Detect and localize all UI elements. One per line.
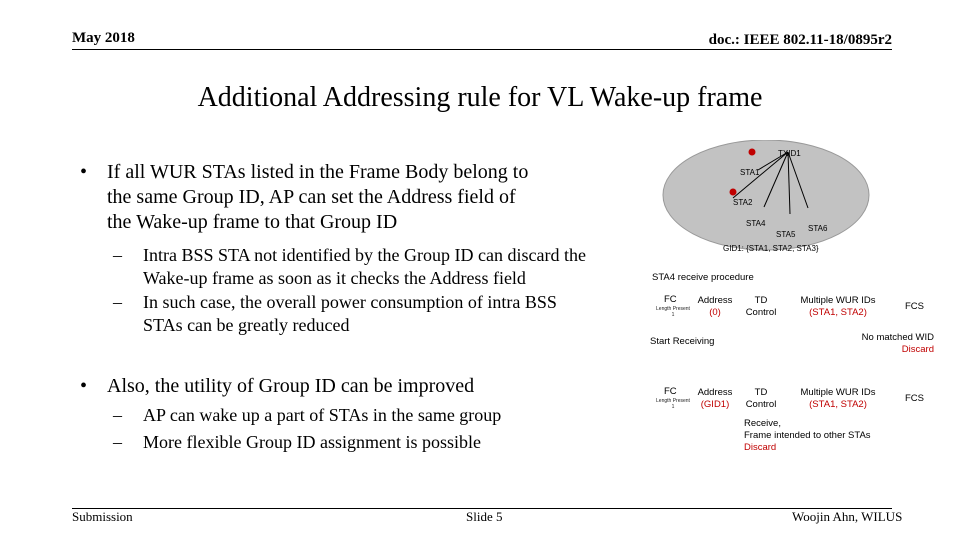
bullet-2-text: Also, the utility of Group ID can be improved — [107, 375, 475, 397]
frame1-lp-bottom: 1 — [671, 312, 675, 318]
sta2-node — [730, 189, 737, 196]
no-match-discard: Discard — [901, 344, 934, 355]
frame1-fc: FC — [664, 294, 677, 305]
frame2-td-control — [740, 387, 782, 411]
frame1-address-value: (0) — [709, 307, 721, 318]
frame2-address — [692, 387, 738, 411]
frame1-td-control — [740, 295, 782, 319]
sub-bullet-2-text — [143, 291, 557, 337]
sub-bullet-marker-4: – — [113, 432, 122, 452]
frame2-address-value: (GID1) — [700, 399, 730, 410]
frame1-td-bottom: Control — [745, 307, 777, 318]
gid-label: GID1: {STA1, STA2, STA3} — [723, 244, 819, 253]
frame2-td-top: TD — [754, 387, 768, 398]
frame1-lp-top: Length Present — [656, 306, 690, 312]
footer-slide-number: Slide 5 — [466, 509, 503, 524]
sta6-label: STA6 — [808, 224, 828, 233]
frame2-address-label: Address — [697, 387, 733, 398]
sub-bullet-1-text — [143, 244, 586, 290]
frame1-td-top: TD — [754, 295, 768, 306]
sub-bullet-3-text: AP can wake up a part of STAs in the same group — [143, 405, 502, 425]
bullet-marker-2: • — [80, 375, 88, 397]
slide-title: Additional Addressing rule for VL Wake-up frame — [197, 82, 763, 113]
frame2-wur-top: Multiple WUR IDs — [800, 387, 876, 398]
receive-line-2: Frame intended to other STAs — [744, 430, 871, 441]
bss-ellipse — [663, 140, 869, 250]
bullet-1-line-3: the Wake-up frame to that Group ID — [107, 211, 398, 233]
receive-note — [744, 418, 871, 454]
frame1-address-label: Address — [697, 295, 733, 306]
bullet-1-line-2: the same Group ID, AP can set the Address field of — [107, 186, 516, 208]
no-match-text: No matched WID — [861, 332, 934, 343]
no-match-note — [862, 332, 934, 356]
frame2-td-bottom: Control — [745, 399, 777, 410]
footer-submission: Submission — [72, 509, 133, 524]
frame2-length-present — [652, 398, 694, 410]
sub-bullet-2-line-2: STAs can be greatly reduced — [143, 315, 350, 335]
sta2-label: STA2 — [733, 198, 753, 207]
receive-line-1: Receive, — [744, 418, 781, 429]
bullet-1-text — [107, 160, 528, 235]
frame1-length-present — [652, 306, 694, 318]
sta5-label: STA5 — [776, 230, 796, 239]
sub-bullet-1-line-2: Wake-up frame as soon as it checks the Address field — [143, 268, 526, 288]
header-date: May 2018 — [72, 30, 135, 46]
frame2-wur-bottom: (STA1, STA2) — [809, 399, 867, 410]
sta1-label: STA1 — [740, 168, 760, 177]
procedure-title: STA4 receive procedure — [652, 272, 754, 283]
sub-bullet-1-line-1: Intra BSS STA not identified by the Group ID can discard the — [143, 245, 586, 265]
footer-author: Woojin Ahn, WILUS — [792, 509, 903, 524]
sta4-label: STA4 — [746, 219, 766, 228]
sub-bullet-4-text: More flexible Group ID assignment is possible — [143, 432, 481, 452]
frame2-wur-ids — [790, 387, 886, 411]
sub-bullet-2-line-1: In such case, the overall power consumption of intra BSS — [143, 292, 557, 312]
header-rule — [72, 49, 892, 50]
sub-bullet-marker-1: – — [113, 245, 122, 265]
bullet-marker-1: • — [80, 161, 88, 183]
sub-bullet-marker-2: – — [113, 292, 122, 312]
frame2-fcs: FCS — [905, 393, 924, 404]
ap-node — [749, 149, 756, 156]
frame2-lp-top: Length Present — [656, 398, 690, 404]
frame1-address — [692, 295, 738, 319]
bullet-1-line-1: If all WUR STAs listed in the Frame Body belong to — [107, 161, 529, 183]
frame1-wur-bottom: (STA1, STA2) — [809, 307, 867, 318]
header-doc-id: doc.: IEEE 802.11-18/0895r2 — [708, 32, 892, 48]
sub-bullet-marker-3: – — [113, 405, 122, 425]
frame1-wur-ids — [790, 295, 886, 319]
frame1-fcs: FCS — [905, 301, 924, 312]
start-receiving: Start Receiving — [650, 336, 715, 347]
frame1-wur-top: Multiple WUR IDs — [800, 295, 876, 306]
frame2-fc: FC — [664, 386, 677, 397]
frame2-lp-bottom: 1 — [671, 404, 675, 410]
receive-line-3: Discard — [744, 442, 777, 453]
txid-label: TXID1 — [778, 149, 801, 158]
